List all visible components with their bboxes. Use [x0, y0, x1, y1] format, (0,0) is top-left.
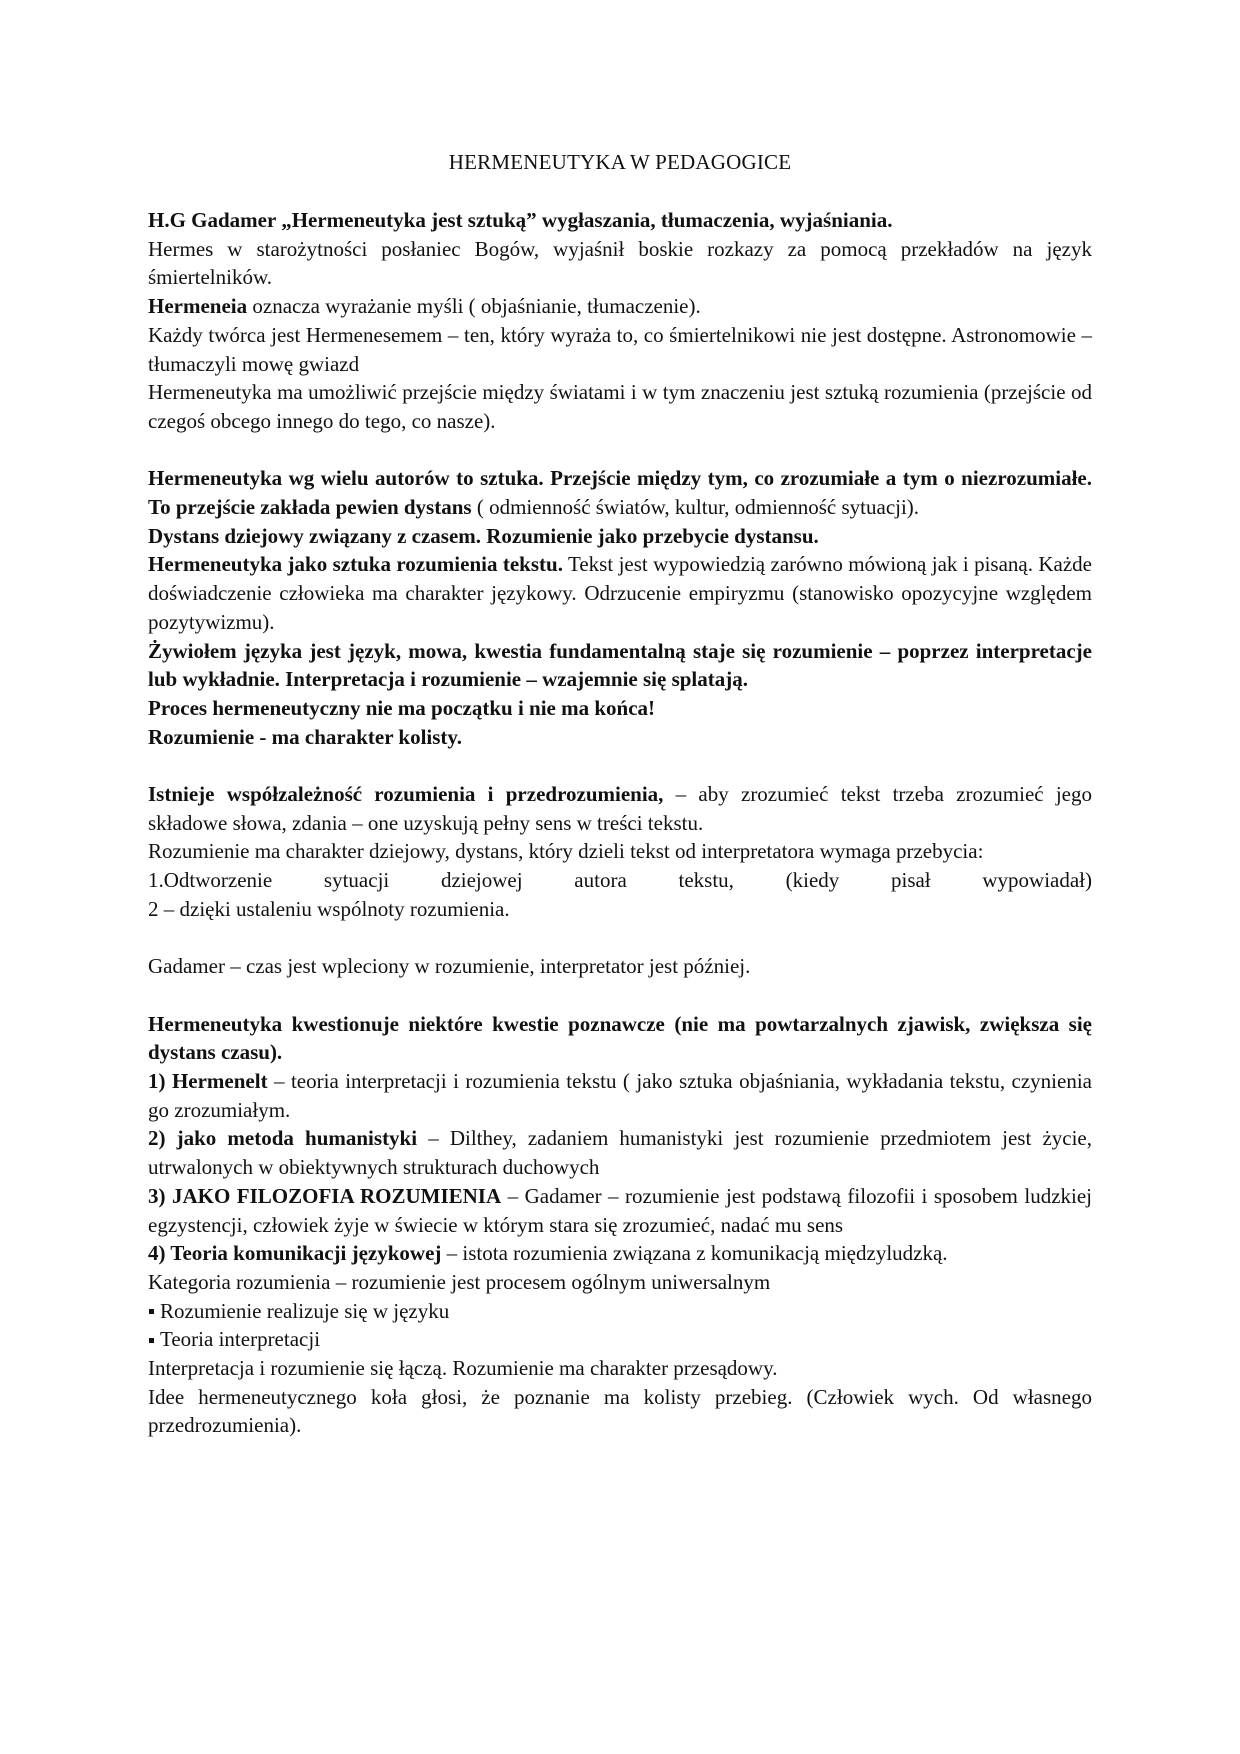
- paragraph-gadamer-czas: Gadamer – czas jest wpleciony w rozumienie, interpretator jest później.: [148, 954, 751, 979]
- text-wspolzaleznosc: – aby zrozumieć tekst trzeba zrozumieć jego składowe słowa, zdania – one uzyskują pełny sens w treści tekstu.: [148, 782, 1092, 835]
- paragraph-idee: Idee hermeneutycznego koła głosi, że poznanie ma kolisty przebieg. (Człowiek wych. Od własnego przedrozumienia).: [148, 1384, 1092, 1438]
- bold-wspolzaleznosc: Istnieje współzależność rozumienia i przedrozumienia,: [148, 782, 664, 807]
- bold-kolisty: Rozumienie - ma charakter kolisty.: [148, 724, 462, 749]
- paragraph-zywiol: [148, 637, 1092, 694]
- bold-kwestionuje: Hermeneutyka kwestionuje niektóre kwestie poznawcze (nie ma powtarzalnych zjawisk, zwiększa się dystans czasu).: [148, 1011, 1092, 1065]
- bullet-text: Rozumienie realizuje się w języku: [160, 1298, 450, 1323]
- spacer: [148, 751, 1092, 780]
- bullet-text: Teoria interpretacji: [160, 1327, 321, 1352]
- spacer: [148, 981, 1092, 1010]
- bullet-icon: [149, 1338, 154, 1343]
- paragraph-proces: [148, 694, 1092, 723]
- list-item-4: [148, 1239, 1092, 1268]
- bold-proces: Proces hermeneutyczny nie ma początku i nie ma końca!: [148, 695, 656, 720]
- item-4-text: – istota rozumienia związana z komunikacją międzyludzką.: [441, 1241, 948, 1266]
- paragraph-hermeneia: [148, 292, 1092, 321]
- heading-text: H.G Gadamer „Hermeneutyka jest sztuką” wygłaszania, tłumaczenia, wyjaśniania.: [148, 208, 893, 232]
- paragraph-sztuka-rozumienia: [148, 550, 1092, 636]
- heading-gadamer: [148, 206, 1092, 235]
- spacer: [148, 436, 1092, 465]
- paragraph-dziejowy: Rozumienie ma charakter dziejowy, dystans, który dzieli tekst od interpretatora wymaga przebycia:: [148, 839, 984, 864]
- heading-kwestionuje: [148, 1010, 1092, 1067]
- paragraph-wspolzaleznosc: [148, 780, 1092, 837]
- paragraph-sztuka: [148, 464, 1092, 521]
- item-1-label: 1) Hermenelt: [148, 1069, 268, 1094]
- list-item-3: [148, 1182, 1092, 1239]
- item-2-text: – Dilthey, zadaniem humanistyki jest rozumienie przedmiotem jest życie, utrwalonych w obiektywnych strukturach duchowych: [148, 1126, 1092, 1180]
- bold-sztuka: Hermeneutyka wg wielu autorów to sztuka. Przejście między tym, co zrozumiałe a tym o niezrozumiałe. To przejście zakłada pewien dystans: [148, 466, 1092, 520]
- bold-sztuka-rozumienia: Hermeneutyka jako sztuka rozumienia tekstu.: [148, 552, 563, 577]
- text-tekst: Tekst jest wypowiedzią zarówno mówioną jak i pisaną. Każde doświadczenie człowieka ma charakter językowy. Odrzucenie empiryzmu (stanowisko opozycyjne względem pozytywizmu).: [148, 552, 1092, 634]
- bold-zywiol: Żywiołem języka jest język, mowa, kwestia fundamentalną staje się rozumienie – poprzez interpretacje lub wykładnie. Interpretacja i rozumienie – wzajemnie się splatają.: [148, 638, 1092, 692]
- paragraph-kategoria: Kategoria rozumienia – rozumienie jest procesem ogólnym uniwersalnym: [148, 1269, 771, 1294]
- spacer: [148, 924, 1092, 953]
- item-3-text: – Gadamer – rozumienie jest podstawą filozofii i sposobem ludzkiej egzystencji, człowiek żyje w świecie w którym stara się zrozumieć, nadać mu sens: [148, 1183, 1093, 1237]
- paragraph-kolisty: [148, 723, 1092, 752]
- bold-dystans: Dystans dziejowy związany z czasem. Rozumienie jako przebycie dystansu.: [148, 523, 819, 548]
- paragraph-tworca: Każdy twórca jest Hermenesemem – ten, który wyraża to, co śmiertelnikowi nie jest dostępne. Astronomowie – tłumaczyli mowę gwiazd: [148, 322, 1092, 376]
- item-4-label: 4) Teoria komunikacji językowej: [148, 1241, 442, 1266]
- document-body: [148, 206, 1092, 1440]
- hermeneia-definition: oznacza wyrażanie myśli ( objaśnianie, tłumaczenie).: [247, 294, 701, 319]
- paragraph-dystans: [148, 522, 1092, 551]
- paragraph-przejscie: Hermeneutyka ma umożliwić przejście między światami i w tym znaczeniu jest sztuką rozumienia (przejście od czegoś obcego innego do tego, co nasze).: [148, 380, 1092, 433]
- list-item-odtworzenie: 1.Odtworzenie sytuacji dziejowej autora tekstu, (kiedy pisał wypowiadał): [148, 868, 1092, 893]
- list-item-1: [148, 1067, 1092, 1124]
- bullet-item: [148, 1297, 1092, 1326]
- bullet-icon: [149, 1309, 154, 1314]
- document-title: HERMENEUTYKA W PEDAGOGICE: [448, 150, 792, 174]
- paragraph-hermes: Hermes w starożytności posłaniec Bogów, wyjaśnił boskie rozkazy za pomocą przekładów na język śmiertelników.: [148, 236, 1092, 290]
- list-item-wspolnota: 2 – dzięki ustaleniu wspólnoty rozumienia.: [148, 896, 510, 921]
- list-item-2: [148, 1124, 1092, 1181]
- text-odmiennosc: ( odmienność światów, kultur, odmienność sytuacji).: [471, 495, 920, 520]
- paragraph-laczenie: Interpretacja i rozumienie się łączą. Rozumienie ma charakter przesądowy.: [148, 1356, 778, 1381]
- item-2-label: 2) jako metoda humanistyki: [148, 1126, 418, 1151]
- bullet-item: [148, 1325, 1092, 1354]
- term-hermeneia: Hermeneia: [148, 294, 248, 319]
- item-1-text: – teoria interpretacji i rozumienia tekstu ( jako sztuka objaśniania, wykładania tekstu, czynienia go zrozumiałym.: [148, 1069, 1092, 1122]
- item-3-label: 3) JAKO FILOZOFIA ROZUMIENIA: [148, 1183, 502, 1208]
